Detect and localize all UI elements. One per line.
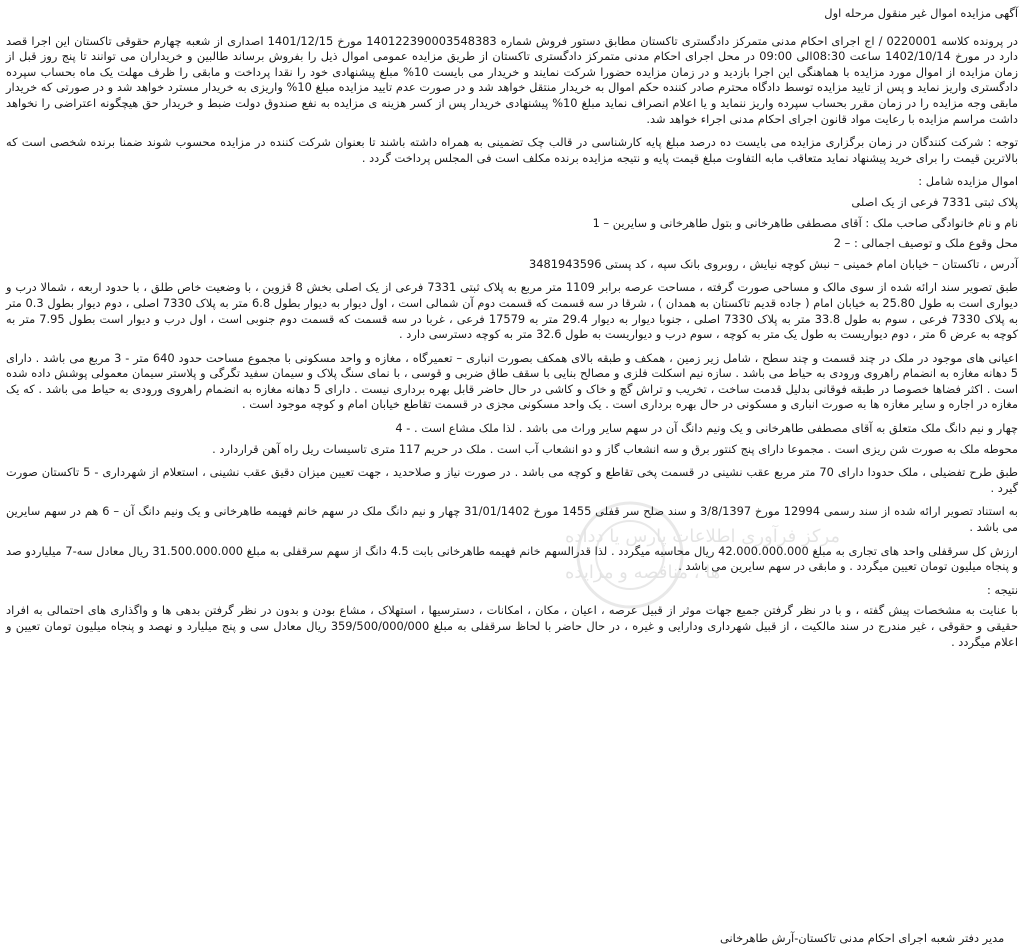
conclusion-heading: نتیجه : — [987, 582, 1018, 597]
note-paragraph: توجه : شرکت کنندگان در زمان برگزاری مزایده می بایست ده درصد مبلغ پایه کارشناسی در قالب چک تضمینی به همراه داشته باشند تا بعنوان شرکت کننده در مزایده محسوب شوند ضمنا برنده شخصی است که بالاترین قیمت را برای خرید پیشنهاد نماید متعاقب مابه التفاوت مبلغ قیمت پایه و نتیجه مزایده برنده مکلف است فی المجلس پرداخت گردد . — [6, 135, 1018, 165]
signature: مدیر دفتر شعبه اجرای احکام مدنی تاکستان-آرش طاهرخانی — [720, 931, 1005, 945]
auction-notice — [6, 6, 1018, 658]
documents-paragraph: به استناد تصویر ارائه شده از سند رسمی 12994 مورخ 3/8/1397 و سند صلح سر قفلی 1455 مورخ 31/01/1402 چهار و نیم دانگ ملک در سهم خانم فهیمه طاهرخانی و یک ونیم دانگ آن – 6 هم در سهم سایرین می باشد . — [6, 504, 1018, 535]
deed-paragraph: طبق تصویر سند ارائه شده از سوی مالک و مساحی صورت گرفته ، مساحت عرصه برابر 1109 متر مربع به پلاک ثبتی 7331 فرعی از یک اصلی بخش 8 قزوین ، با وضعیت خاص طلق ، با حدود اربعه ، شمالا درب و دیواری است به طول 25.80 به خیابان امام ( جاده قدیم تاکستان به همدان ) ، شرقا در سه قسمت که قسمت دوم آن شمالی است ، اول دیوار به دیوار بطول 6.8 متر به پلاک 7330 اصلی ، دوم دیوار بطول 0.3 متر به پلاک 7330 فرعی ، سوم به طول 33.8 متر به پلاک 7330 اصلی ، جنوبا دیوار به دیوار 29.4 متر به 17579 فرعی ، غربا در سه قسمت که قسمت دوم جنوبی است ، اول درب و دیوار است بطول 7.95 متر به کوچه به عرض 6 متر ، دوم دیواریست به طول یک متر به کوچه ، سوم درب و دیواریست به طول 32.6 متر به کوچه دسترسی دارد . — [6, 280, 1019, 342]
yard-paragraph: محوطه ملک به صورت شن ریزی است . مجموعا دارای پنج کنتور برق و سه انشعاب گاز و دو انشعاب آب است . ملک در حریم 117 متری تاسیسات ریل راه آهن قراردارد . — [212, 441, 1018, 456]
assets-heading: اموال مزایده شامل : — [918, 174, 1018, 189]
case-paragraph: در پرونده کلاسه 0220001 / اج اجرای احکام مدنی متمرکز دادگستری تاکستان مطابق دستور فروش شماره 140122390003548383 مورخ 1401/12/15 اصداری از شعبه چهارم حقوقی تاکستان این اجرا قصد دارد در مورخ 1402/10/14 ساعت 08:30الی 09:00 در محل اجرای احکام مدنی متمرکز دادگستری تاکستان از طریق مزایده عمومی اموال ذیل را بفروش برساند طالبین و خریداران می توانند تا پنج روز قبل از زمان مزایده از اموال مورد مزایده با هماهنگی این اجرا بازدید و در زمان مزایده حضورا شرکت نمایند و خریدار می بایست 10% مبلغ پیشنهادی خود را نقدا پرداخت و مابقی را ظرف مهلت یک ماه بحساب سپرده دادگستری واریز نماید و پس از تایید مزایده توسط دادگاه محترم صادر کننده حکم اموال به خریدار منتقل خواهد شد و در صورت عدم تایید مزایده مبلغ 10% واریزی به خریدار مسترد خواهد شد و در صورتی که خریدار مابقی وجه مزایده را در زمان مقرر بحساب سپرده واریز ننماید و یا اعلام انصراف نماید مبلغ 10% پیشنهادی خریدار پس از کسر هزینه ی مزایده به نفع صندوق دولت ضبط و خریدار حق هیچگونه اعتراضی را نخواهد داشت مراسم مزایده با رعایت مواد قانون اجرای احکام مدنی اجراء خواهد شد. — [6, 33, 1018, 126]
watermark-line1: مرکز فرآوری اطلاعات پارس یا دداده — [565, 526, 841, 547]
value-paragraph: ارزش کل سرقفلی واحد های تجاری به مبلغ 42.000.000.000 ریال محاسبه میگردد . لذا قدرالسهم خانم فهیمه طاهرخانی بابت 4.5 دانگ از سهم سرقفلی به مبلغ 31.500.000.000 ریال معادل سه-7 میلیاردو صد و پنجاه میلیون تومان تعیین میگردد . و مابقی در سهم سایرین می باشد . — [6, 543, 1018, 574]
address-line: آدرس ، تاکستان – خیابان امام خمینی – نبش کوچه نیایش ، روبروی بانک سپه ، کد پستی 3481943596 — [529, 256, 1018, 271]
shares-paragraph: چهار و نیم دانگ ملک متعلق به آقای مصطفی طاهرخانی و یک ونیم دانگ آن در سهم سایر وراث می باشد . لذا ملک مشاع است . - 4 — [395, 421, 1018, 436]
plot-line: پلاک ثبتی 7331 فرعی از یک اصلی — [851, 194, 1018, 209]
conclusion-paragraph: با عنایت به مشخصات پیش گفته ، و با در نظر گرفتن جمیع جهات موثر از قبیل عرصه ، اعیان ، مکان ، امکانات ، دسترسیها ، استهلاک ، مشاع بودن و بدون در نظر گرفتن بدهی ها و واگذاری های احتمالی به افراد حقیقی و حقوقی ، غیر مندرج در سند مالکیت ، از قبیل شهرداری ودارایی و غیره ، در حال حاضر با لحاظ سرقفلی به مبلغ 359/500/000/000 ریال معادل سی و پنج میلیارد و نهصد و پنجاه میلیون تومان تعیین و اعلام میگردد . — [6, 603, 1018, 649]
watermark-line2: ها ، مناقصه و مزایده — [565, 562, 721, 583]
location-heading: محل وقوع ملک و توصیف اجمالی : – 2 — [833, 236, 1018, 251]
buildings-paragraph: اعیانی های موجود در ملک در چند قسمت و چند سطح ، شامل زیر زمین ، همکف و طبقه بالای همکف بصورت انباری – تعمیرگاه ، مغازه و واحد مسکونی با مجموع مساحت حدود 640 متر - 3 مربع می باشد . دارای 5 دهانه مغازه به انضمام راهروی ورودی به حیاط می باشد . سازه نیم اسکلت فلزی و مصالح بنایی با سقف طاق ضربی و قوسی ، با نمای سنگ پلاک و سیمان سفید تگرگی و پلاستر سیمان معمولی پوشش داده شده است . اکثر فضاها خصوصا در طبقه فوقانی بدلیل قدمت ساخت ، تخریب و تراش گچ و خاک و کاشی در حال حاضر قابل بهره برداری نیست . دارای 5 دهانه مغازه به انضمام راهروی ورودی به حیاط می باشد . که یک مغازه در اجاره و سایر مغازه ها به صورت انباری و مسکونی در حال بهره برداری است . یک واحد مسکونی مجزی در قسمت تقاطع خیابان امام و کوچه موجود است . — [6, 350, 1019, 412]
notice-title: آگهی مزایده اموال غیر منقول مرحله اول — [824, 6, 1018, 20]
plan-paragraph: طبق طرح تفضیلی ، ملک حدودا دارای 70 متر مربع عقب نشینی در قسمت پخی تقاطع و کوچه می باشد . در صورت نیاز و صلاحدید ، جهت تعیین میزان دقیق عقب نشینی ، استعلام از شهرداری - 5 تاکستان صورت گیرد . — [6, 465, 1018, 495]
owners-line: نام و نام خانوادگی صاحب ملک : آقای مصطفی طاهرخانی و بتول طاهرخانی و سایرین – 1 — [592, 215, 1018, 230]
